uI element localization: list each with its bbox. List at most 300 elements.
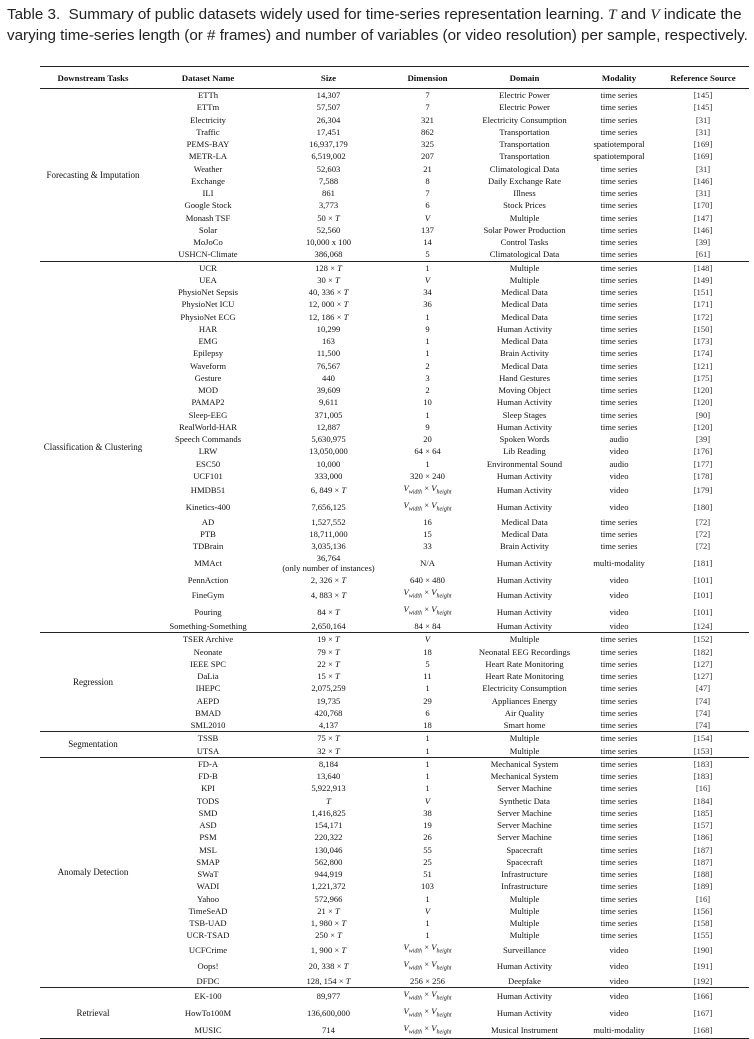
modality-cell: time series [600,360,638,371]
size-cell: 220,322 [314,832,343,843]
dataset-name-cell: UTSA [196,745,220,756]
reference-cell: [177] [693,458,713,469]
table-row [40,719,749,732]
reference-cell: [150] [693,323,713,334]
size-cell: 1, 900 × T [310,944,347,955]
dimension-cell: 6 [425,707,430,718]
dimension-cell: V [424,905,431,916]
reference-cell: [170] [693,200,713,211]
table-row [40,574,749,586]
size-note: (only number of instances) [282,563,375,574]
reference-cell: [16] [695,893,711,904]
dataset-name-cell: SMD [198,807,218,818]
domain-cell: Climatological Data [489,249,560,260]
domain-cell: Multiple [509,212,540,223]
header-modality: Modality [581,67,657,89]
dimension-cell: 25 [423,856,432,867]
size-cell: 5,922,913 [311,783,346,794]
reference-cell: [169] [693,139,713,150]
dataset-name-cell: MUSIC [146,1022,270,1039]
modality-cell: time series [600,745,638,756]
dimension-cell: 2 [425,360,430,371]
domain-cell: Medical Data [501,528,548,539]
table-row [40,757,749,770]
modality-cell: time series [600,287,638,298]
reference-cell: [72] [695,528,711,539]
dataset-name-cell: PTB [200,528,216,539]
table-row [40,433,749,445]
dimension-cell: V [424,274,431,285]
dataset-name-cell: MOD [197,385,219,396]
size-cell: 7,588 [318,175,339,186]
modality-cell: time series [600,771,638,781]
dimension-cell: 325 [421,139,434,150]
modality-cell: time series [600,200,638,211]
reference-cell: [157] [693,820,713,830]
modality-cell: time series [600,820,638,830]
table-row [40,843,749,855]
dataset-name-cell: FD-B [198,771,218,781]
domain-cell: Climatological Data [489,163,560,174]
table-row [40,224,749,236]
dataset-name-cell: SWaT [197,869,219,879]
size-cell: 1, 980 × T [310,918,347,928]
size-cell: 3,035,136 [311,541,346,552]
table-row [40,499,749,516]
domain-cell: Multiple [509,745,540,756]
dataset-name-cell: Something-Something [169,621,247,631]
modality-cell: time series [600,311,638,322]
table-row [40,1005,749,1022]
dimension-cell: 33 [423,541,432,552]
dataset-name-cell: PSM [199,832,217,843]
reference-cell: [121] [693,360,713,371]
modality-cell: time series [581,757,657,770]
size-cell: 10,000 x 100 [305,237,352,248]
modality-cell: time series [600,528,638,539]
dimension-cell: $V_{width} \times V_{height}$ [387,988,468,1005]
table-row [40,658,749,670]
dataset-name-cell: UCF101 [193,470,223,481]
size-cell: 11,500 [316,348,341,359]
table-row [40,126,749,138]
dimension-cell: 1 [425,783,430,794]
domain-cell: Medical Data [501,336,548,347]
dataset-name-cell: Neonate [193,646,223,657]
reference-cell: [179] [693,485,713,496]
dataset-name-cell: ESC50 [195,458,221,469]
dataset-name-cell: IHEPC [195,683,221,694]
modality-cell: time series [600,409,638,420]
modality-cell: video [609,502,629,513]
table-row [40,552,749,574]
modality-cell: time series [600,188,638,199]
size-cell: 89,977 [270,988,387,1005]
task-cell: Classification & Clustering [40,261,146,633]
table-row [40,298,749,310]
modality-cell: spatiotemporal [593,151,645,162]
reference-cell: [153] [693,745,713,756]
dataset-name-cell: MSL [199,844,217,855]
dimension-cell: 103 [421,881,434,892]
modality-cell: time series [600,163,638,174]
reference-cell: [47] [695,683,711,694]
table-row [40,694,749,706]
domain-cell: Air Quality [504,707,545,718]
size-cell: 22 × T [317,658,340,669]
reference-cell: [175] [693,372,713,383]
reference-cell: [191] [693,961,713,972]
domain-cell: Sleep Stages [502,409,547,420]
size-cell: 84 × T [317,606,340,617]
domain-cell: Electricity Consumption [482,114,567,125]
table-body [40,89,749,1039]
domain-cell: Server Machine [497,783,552,794]
reference-cell: [74] [695,720,711,730]
dimension-cell: 1 [425,336,430,347]
size-cell: 371,005 [314,409,343,420]
table-row [40,311,749,323]
reference-cell: [158] [693,918,713,928]
domain-cell: Human Activity [496,485,553,496]
table-row [40,770,749,782]
dimension-cell: 1 [425,771,430,781]
modality-cell: time series [600,856,638,867]
modality-cell: time series [600,795,638,806]
domain-cell: Human Activity [496,558,553,569]
domain-cell: Multiple [509,274,540,285]
task-cell: Segmentation [40,732,146,758]
size-cell: T [326,795,331,806]
reference-cell: [192] [693,975,713,986]
header-dimension: Dimension [387,67,468,89]
domain-cell: Heart Rate Monitoring [485,658,564,669]
modality-cell: time series [600,212,638,223]
size-cell: 52,603 [316,163,341,174]
table-row [40,929,749,941]
table-row [40,212,749,224]
dataset-name-cell: METR-LA [188,151,228,162]
table-row [40,261,749,274]
table-row [40,819,749,831]
table-row [40,138,749,150]
modality-cell: time series [600,893,638,904]
modality-cell: time series [581,261,657,274]
caption-text-2: and [620,6,647,23]
modality-cell: time series [581,732,657,745]
size-cell: 12, 000 × T [308,299,349,310]
size-cell: 40, 336 × T [308,287,349,298]
reference-cell: [169] [693,151,713,162]
modality-cell: multi-modality [593,558,645,569]
table-row [40,482,749,499]
domain-cell: Infrastructure [501,869,548,879]
dimension-cell: 26 [423,832,432,843]
size-cell: 14,307 [316,90,341,101]
dataset-name-cell: Weather [193,163,223,174]
size-cell: 13,050,000 [309,446,348,457]
dataset-name-cell: AD [201,516,215,527]
domain-cell: Neonatal EEG Recordings [478,646,571,657]
modality-cell: time series [600,844,638,855]
dimension-cell: 21 [423,163,432,174]
dataset-name-cell: DaLia [197,671,219,681]
modality-cell: time series [600,114,638,125]
domain-cell: Multiple [468,633,581,646]
modality-cell: time series [600,783,638,794]
dimension-cell: V [424,212,431,223]
modality-cell: video [609,485,629,496]
reference-cell: [31] [695,114,711,125]
dataset-name-cell: PhysioNet Sepsis [178,287,238,298]
modality-cell: time series [600,881,638,892]
dimension-cell: 5 [425,249,430,260]
dimension-cell: $V_{width} \times V_{height}$ [403,483,452,496]
modality-cell: time series [600,274,638,285]
dimension-cell: 1 [425,893,430,904]
dataset-name-cell: MMAct [194,558,222,569]
modality-cell: time series [600,421,638,432]
dimension-cell: 137 [421,224,434,235]
reference-cell: [148] [657,261,749,274]
dataset-name-cell: TimeSeAD [188,905,228,916]
header-domain: Domain [468,67,581,89]
dimension-cell: $V_{width} \times V_{height}$ [403,499,452,513]
dataset-name-cell: Oops! [197,961,219,972]
reference-cell: [184] [693,795,713,806]
dimension-cell: 18 [423,720,432,730]
modality-cell: time series [600,372,638,383]
modality-cell: time series [600,707,638,718]
table-row [40,880,749,892]
size-cell: 15 × T [317,671,340,681]
task-cell: Forecasting & Imputation [46,169,140,180]
modality-cell: video [609,975,629,986]
modality-cell: time series [600,695,638,706]
table-row [40,458,749,470]
size-cell: 20, 338 × T [308,961,349,972]
table-row [40,744,749,757]
size-cell: 420,768 [314,707,343,718]
table-row [40,620,749,633]
reference-cell: [101] [693,575,713,586]
reference-cell: [183] [693,771,713,781]
dataset-name-cell: USHCN-Climate [178,249,238,260]
domain-cell: Synthetic Data [499,795,550,806]
size-cell: 333,000 [314,470,343,481]
reference-cell: [145] [693,102,713,113]
size-cell: 39,609 [316,385,341,396]
dataset-name-cell: TSER Archive [146,633,270,646]
size-cell: 2, 326 × T [310,575,347,586]
table-row [40,335,749,347]
dimension-cell: 1 [387,732,468,745]
table-row [40,794,749,806]
table-row [40,603,749,620]
dataset-name-cell: ETTm [196,102,220,113]
dataset-name-cell: RealWorld-HAR [178,421,238,432]
reference-cell: [31] [695,163,711,174]
modality-cell: time series [600,807,638,818]
dimension-cell: 8 [425,175,430,186]
table-row [40,199,749,211]
header-reference-source: Reference Source [657,67,749,89]
dataset-name-cell: DFDC [196,975,220,986]
dataset-name-cell: TDBrain [192,541,224,552]
size-cell: 12,887 [316,421,341,432]
table-row [40,707,749,719]
domain-cell: Multiple [509,905,540,916]
modality-cell: time series [600,224,638,235]
reference-cell: [167] [693,1008,713,1019]
reference-cell: [101] [693,606,713,617]
table-row [40,670,749,682]
reference-cell: [173] [693,336,713,347]
modality-cell: audio [609,434,629,445]
domain-cell: Human Activity [496,502,553,513]
table-row [40,782,749,794]
table-row [40,540,749,552]
dimension-cell: 7 [425,102,430,113]
dimension-cell: 321 [421,114,434,125]
dataset-name-cell: Pouring [194,606,222,617]
dataset-name-cell: IEEE SPC [189,658,227,669]
modality-cell: video [609,944,629,955]
dimension-cell: 55 [423,844,432,855]
table-row [40,274,749,286]
table-row [40,163,749,175]
domain-cell: Stock Prices [503,200,546,211]
caption-label: Table 3. [7,6,61,23]
reference-cell: [124] [693,621,713,631]
size-cell: 128, 154 × T [306,975,351,986]
reference-cell: [72] [695,516,711,527]
reference-cell: [39] [695,434,711,445]
size-cell: 6, 849 × T [310,485,347,496]
domain-cell: Surveillance [503,944,546,955]
modality-cell: video [609,606,629,617]
modality-cell: time series [600,348,638,359]
dataset-name-cell: SML2010 [190,720,226,730]
table-row [40,645,749,657]
modality-cell: video [609,961,629,972]
dataset-name-cell: EMG [198,336,218,347]
size-cell: 9,611 [318,397,339,408]
table-row [40,941,749,958]
size-cell [270,552,387,574]
reference-cell: [183] [657,757,749,770]
table-caption [7,4,751,46]
domain-cell: Heart Rate Monitoring [485,671,564,681]
domain-cell: Transportation [499,151,550,162]
reference-cell: [189] [693,881,713,892]
reference-cell: [168] [657,1022,749,1039]
task-cell: Anomaly Detection [40,757,146,987]
dimension-cell: 7 [425,188,430,199]
domain-cell: Multiple [509,918,540,928]
modality-cell: time series [600,930,638,941]
dataset-name-cell: FD-A [146,757,270,770]
dataset-name-cell: Solar [198,224,218,235]
modality-cell: video [609,621,629,631]
domain-cell: Server Machine [497,820,552,830]
modality-cell: time series [600,516,638,527]
size-cell: 76,567 [316,360,341,371]
modality-cell: time series [600,541,638,552]
size-cell: 21 × T [317,905,340,916]
dimension-cell: 2 [425,385,430,396]
table-row [40,150,749,162]
domain-cell: Electric Power [499,102,550,113]
reference-cell: [120] [693,421,713,432]
modality-cell: time series [600,175,638,186]
modality-cell: time series [600,323,638,334]
reference-cell: [171] [693,299,713,310]
dimension-cell: 15 [423,528,432,539]
dimension-cell: 19 [423,820,432,830]
table-row [40,409,749,421]
size-cell: 26,304 [316,114,341,125]
domain-cell: Environmental Sound [486,458,563,469]
size-cell: 440 [322,372,335,383]
modality-cell: video [609,575,629,586]
domain-cell: Illness [513,188,536,199]
dimension-cell: 7 [425,90,430,101]
domain-cell: Electric Power [499,90,550,101]
reference-cell: [187] [693,856,713,867]
header-size: Size [270,67,387,89]
reference-cell: [176] [693,446,713,457]
domain-cell: Multiple [468,732,581,745]
caption-var-v: V [650,6,660,23]
task-cell: Retrieval [40,988,146,1039]
dimension-cell: 14 [423,237,432,248]
reference-cell: [31] [695,126,711,137]
modality-cell: time series [600,237,638,248]
size-cell: 8,184 [270,757,387,770]
domain-cell: Human Activity [496,575,553,586]
size-cell: 1,416,825 [311,807,346,818]
size-cell: 7,656,125 [311,502,346,513]
table-row [40,633,749,646]
header-downstream-tasks: Downstream Tasks [40,67,146,89]
reference-cell: [182] [693,646,713,657]
dataset-name-cell: Traffic [196,126,220,137]
size-cell: 10,299 [316,323,341,334]
table-row [40,248,749,261]
size-cell: 13,640 [316,771,341,781]
dataset-name-cell: ILI [202,188,214,199]
domain-cell: Human Activity [496,606,553,617]
size-cell: 128 × T [270,261,387,274]
size-cell: 57,507 [316,102,341,113]
dimension-cell: $V_{width} \times V_{height}$ [403,942,452,956]
reference-cell: [172] [693,311,713,322]
reference-cell: [31] [695,188,711,199]
dimension-cell: 256 × 256 [410,975,445,986]
size-cell: 714 [270,1022,387,1039]
dimension-cell: 320 × 240 [410,470,445,481]
domain-cell: Spacecraft [506,856,543,867]
table-row [40,396,749,408]
domain-cell: Mechanical System [468,757,581,770]
table-row [40,856,749,868]
dimension-cell: 1 [425,409,430,420]
dimension-cell: 3 [425,372,430,383]
table-row [40,975,749,988]
domain-cell: Hand Gestures [499,372,550,383]
modality-cell: time series [600,126,638,137]
